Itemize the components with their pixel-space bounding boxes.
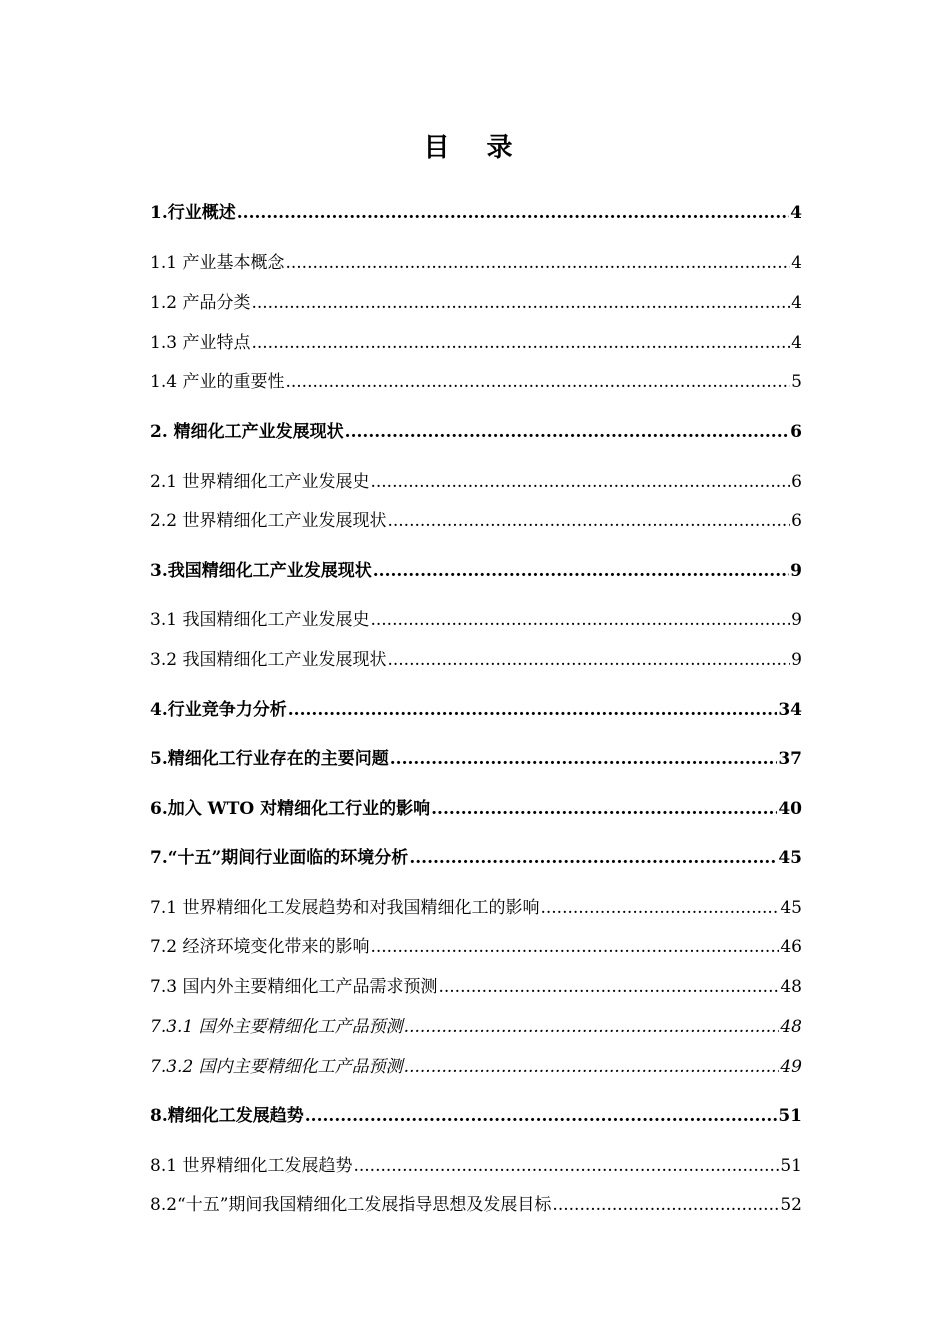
toc-dot-leader — [431, 798, 777, 820]
toc-entry-label: 7.“十五”期间行业面临的环境分析 — [150, 848, 409, 868]
toc-dot-leader — [353, 1155, 779, 1177]
toc-entry[interactable] — [150, 558, 802, 582]
toc-entry-page: 40 — [778, 799, 802, 819]
toc-dot-leader — [387, 649, 790, 671]
toc-entry[interactable] — [150, 796, 802, 820]
toc-entry-label: 2.1 世界精细化工产业发展史 — [150, 472, 370, 492]
toc-entry[interactable] — [150, 1103, 802, 1127]
toc-entry-label: 8.1 世界精细化工发展趋势 — [150, 1156, 353, 1176]
toc-entry[interactable] — [150, 290, 802, 314]
toc-entry[interactable] — [150, 974, 802, 998]
toc-entry-label: 7.3.1 国外主要精细化工产品预测 — [150, 1017, 403, 1037]
toc-entry[interactable] — [150, 250, 802, 274]
toc-entry[interactable] — [150, 419, 802, 443]
toc-entry-page: 4 — [791, 253, 802, 273]
toc-dot-leader — [373, 560, 789, 582]
toc-entry-label: 8.精细化工发展趋势 — [150, 1106, 304, 1126]
toc-dot-leader — [370, 609, 790, 631]
toc-dot-leader — [370, 936, 779, 958]
toc-entry-page: 45 — [780, 898, 802, 918]
toc-entry[interactable] — [150, 1192, 802, 1216]
toc-dot-leader — [387, 510, 790, 532]
toc-entry-label: 3.我国精细化工产业发展现状 — [150, 561, 372, 581]
toc-entry-page: 52 — [780, 1195, 802, 1215]
toc-entry-page: 4 — [791, 293, 802, 313]
toc-entry-label: 2.2 世界精细化工产业发展现状 — [150, 511, 387, 531]
toc-entry-page: 4 — [790, 203, 802, 223]
toc-entry[interactable] — [150, 200, 802, 224]
toc-entry[interactable] — [150, 1054, 802, 1078]
toc-entry[interactable] — [150, 647, 802, 671]
page-title: 目 录 — [423, 133, 527, 163]
toc-entry-label: 7.1 世界精细化工发展趋势和对我国精细化工的影响 — [150, 898, 540, 918]
toc-dot-leader — [438, 976, 779, 998]
toc-entry-page: 9 — [791, 610, 802, 630]
toc-entry-page: 9 — [790, 561, 802, 581]
toc-entry-label: 1.1 产业基本概念 — [150, 253, 285, 273]
toc-entry[interactable] — [150, 607, 802, 631]
toc-dot-leader — [288, 699, 778, 721]
toc-entry-page: 46 — [780, 937, 802, 957]
toc-entry[interactable] — [150, 1153, 802, 1177]
toc-entry-page: 48 — [780, 1017, 802, 1037]
toc-entry[interactable] — [150, 1014, 802, 1038]
toc-entry-page: 51 — [778, 1106, 802, 1126]
toc-dot-leader — [251, 332, 790, 354]
toc-entry-page: 9 — [791, 650, 802, 670]
toc-entry-page: 34 — [778, 700, 802, 720]
toc-entry-label: 7.3.2 国内主要精细化工产品预测 — [150, 1057, 403, 1077]
toc-entry-page: 4 — [791, 333, 802, 353]
toc-entry-label: 1.2 产品分类 — [150, 293, 251, 313]
toc-entry-page: 6 — [790, 422, 802, 442]
toc-entry-label: 8.2“十五”期间我国精细化工发展指导思想及发展目标 — [150, 1195, 552, 1215]
toc-entry-page: 5 — [791, 372, 802, 392]
toc-entry-label: 6.加入 WTO 对精细化工行业的影响 — [150, 799, 431, 819]
toc-dot-leader — [409, 847, 777, 869]
toc-entry[interactable] — [150, 746, 802, 770]
toc-entry-page: 37 — [778, 749, 802, 769]
toc-entry-page: 48 — [780, 977, 802, 997]
toc-dot-leader — [370, 471, 790, 493]
toc-entry-label: 7.3 国内外主要精细化工产品需求预测 — [150, 977, 438, 997]
toc-entry-label: 7.2 经济环境变化带来的影响 — [150, 937, 370, 957]
toc-entry-label: 1.行业概述 — [150, 203, 236, 223]
toc-entry[interactable] — [150, 469, 802, 493]
toc-entry-page: 6 — [791, 472, 802, 492]
toc-dot-leader — [345, 421, 789, 443]
toc-dot-leader — [285, 252, 790, 274]
toc-entry[interactable] — [150, 697, 802, 721]
toc-entry-page: 49 — [780, 1057, 802, 1077]
toc-entry[interactable] — [150, 508, 802, 532]
toc-entry-label: 2. 精细化工产业发展现状 — [150, 422, 344, 442]
toc-entry[interactable] — [150, 845, 802, 869]
toc-dot-leader — [404, 1016, 780, 1038]
toc-entry[interactable] — [150, 895, 802, 919]
toc-entry[interactable] — [150, 934, 802, 958]
toc-entry-page: 45 — [778, 848, 802, 868]
toc-entry-label: 5.精细化工行业存在的主要问题 — [150, 749, 389, 769]
toc-entry-label: 1.3 产业特点 — [150, 333, 251, 353]
toc-dot-leader — [305, 1105, 778, 1127]
toc-dot-leader — [285, 371, 790, 393]
toc-entry-label: 3.1 我国精细化工产业发展史 — [150, 610, 370, 630]
toc-dot-leader — [540, 897, 779, 919]
toc-dot-leader — [390, 748, 778, 770]
toc-entry-label: 3.2 我国精细化工产业发展现状 — [150, 650, 387, 670]
toc-entry-page: 6 — [791, 511, 802, 531]
toc-entry-page: 51 — [780, 1156, 802, 1176]
toc-entry-label: 4.行业竞争力分析 — [150, 700, 287, 720]
toc-dot-leader — [404, 1056, 780, 1078]
toc-entry-label: 1.4 产业的重要性 — [150, 372, 285, 392]
toc-dot-leader — [552, 1194, 779, 1216]
toc-dot-leader — [237, 202, 789, 224]
toc-entry[interactable] — [150, 330, 802, 354]
toc-dot-leader — [251, 292, 790, 314]
toc-entry[interactable] — [150, 369, 802, 393]
